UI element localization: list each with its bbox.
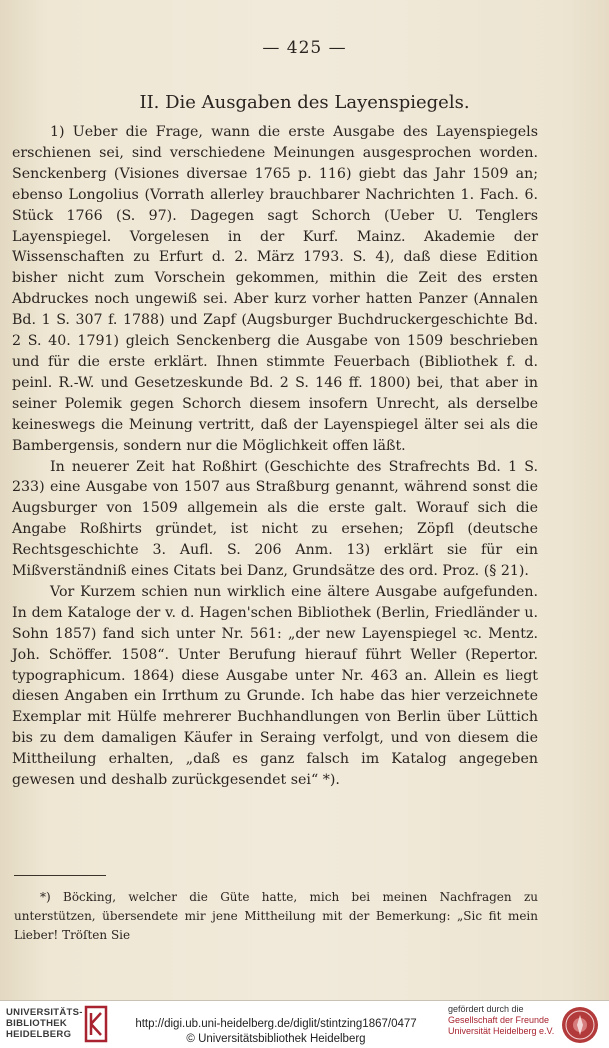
section-heading: II. Die Ausgaben des Layenspiegels. <box>139 92 470 113</box>
footer-bar <box>0 1000 609 1048</box>
funding-line-3: Universität Heidelberg e.V. <box>448 1026 555 1036</box>
ub-logo-line: BIBLIOTHEK <box>6 1018 68 1029</box>
copyright-text: © Universitätsbibliothek Heidelberg <box>186 1033 366 1045</box>
footnote: *) Böcking, welcher die Güte hatte, mich bei meinen Nachfragen zu unterstützen, übersendete mir jene Mittheilung mit der Bemerkung: „Sic fit mein Lieber! Tröſten Sie <box>14 890 538 942</box>
ub-logo-line: UNIVERSITÄTS- <box>6 1007 83 1018</box>
ub-heidelberg-mark-icon[interactable] <box>84 1005 108 1043</box>
funding-line-1: gefördert durch die <box>448 1004 524 1014</box>
funding-line-2: Gesellschaft der Freunde <box>448 1015 550 1025</box>
paragraph-2: In neuerer Zeit hat Roßhirt (Geschichte des Strafrechts Bd. 1 S. 233) eine Ausgabe von 1507 aus Straßburg genannt, während sonst die Augsburger von 1509 allgemein als die erste galt. Worauf sich die Angabe Roßhirts gründet, ist nicht zu ersehen; Zöpfl (deutsche Rechtsgeschichte 3. Aufl. S. 206 Anm. 13) erklärt sie für ein Mißverständniß eines Citats bei Danz, Grundsätze des ord. Proz. (§ 21). <box>12 458 538 580</box>
body-text <box>12 122 538 791</box>
ub-logo-text <box>6 1007 83 1040</box>
paragraph-3: Vor Kurzem schien nun wirklich eine ältere Ausgabe aufgefunden. In dem Kataloge der v. d. Hagen'schen Bibliothek (Berlin, Friedländer u. Sohn 1857) fand sich unter Nr. 561: „der new Layenspiegel ꝛc. Mentz. Joh. Schöffer. 1508“. Unter Berufung hierauf führt Weller (Repertor. typographicum. 1864) diese Ausgabe unter Nr. 463 an. Allein es liegt diesen Angaben ein Irrthum zu Grunde. Ich habe das hier verzeichnete Exemplar mit Hülfe mehrerer Buchhandlungen von Berlin über Lüttich bis zu dem damaligen Käufer in Seraing verfolgt, und von diesem die Mittheilung erhalten, „daß es ganz falsch im Katalog angegeben gewesen und deshalb zurückgesendet sei“ *). <box>12 583 538 789</box>
ub-logo-line: HEIDELBERG <box>6 1029 72 1040</box>
footnote-divider <box>14 875 106 876</box>
paragraph-1: 1) Ueber die Frage, wann die erste Ausgabe des Layenspiegels erschienen sei, sind verschiedene Meinungen ausgesprochen worden. Senckenberg (Visiones diversae 1765 p. 116) giebt das Jahr 1509 an; ebenso Longolius (Vorrath allerley brauchbarer Nachrichten 1. Fach. 6. Stück 1766 (S. 97). Dagegen sagt Schorch (Ueber U. Tenglers Layenspiegel. Vorgelesen in der Kurf. Mainz. Akademie der Wissenschaften zu Erfurt d. 2. März 1793. S. 4), daß diese Edition bisher nicht zum Vorschein gekommen, mithin die Zeit des ersten Abdruckes noch ungewiß sei. Aber kurz vorher hatten Panzer (Annalen Bd. 1 S. 307 f. 1788) und Zapf (Augsburger Buchdruckergeschichte Bd. 2 S. 40. 1791) gleich Senckenberg die Ausgabe von 1509 beschrieben und für die erste erklärt. Ihnen stimmte Feuerbach (Bibliothek f. d. peinl. R.-W. und Gesetzeskunde Bd. 2 S. 146 ff. 1800) bei, that aber in seiner Polemik gegen Schorch diesem insofern Unrecht, als derselbe keineswegs die Meinung vertritt, daß der Layenspiegel älter sei als die Bambergensis, sondern nur die Möglichkeit offen läßt. <box>12 124 538 454</box>
funding-note <box>448 1004 558 1037</box>
university-seal-icon <box>560 1005 600 1045</box>
permalink-url[interactable]: http://digi.ub.uni-heidelberg.de/diglit/stintzing1867/0477 <box>135 1018 417 1030</box>
page-number: — 425 — <box>262 38 347 58</box>
